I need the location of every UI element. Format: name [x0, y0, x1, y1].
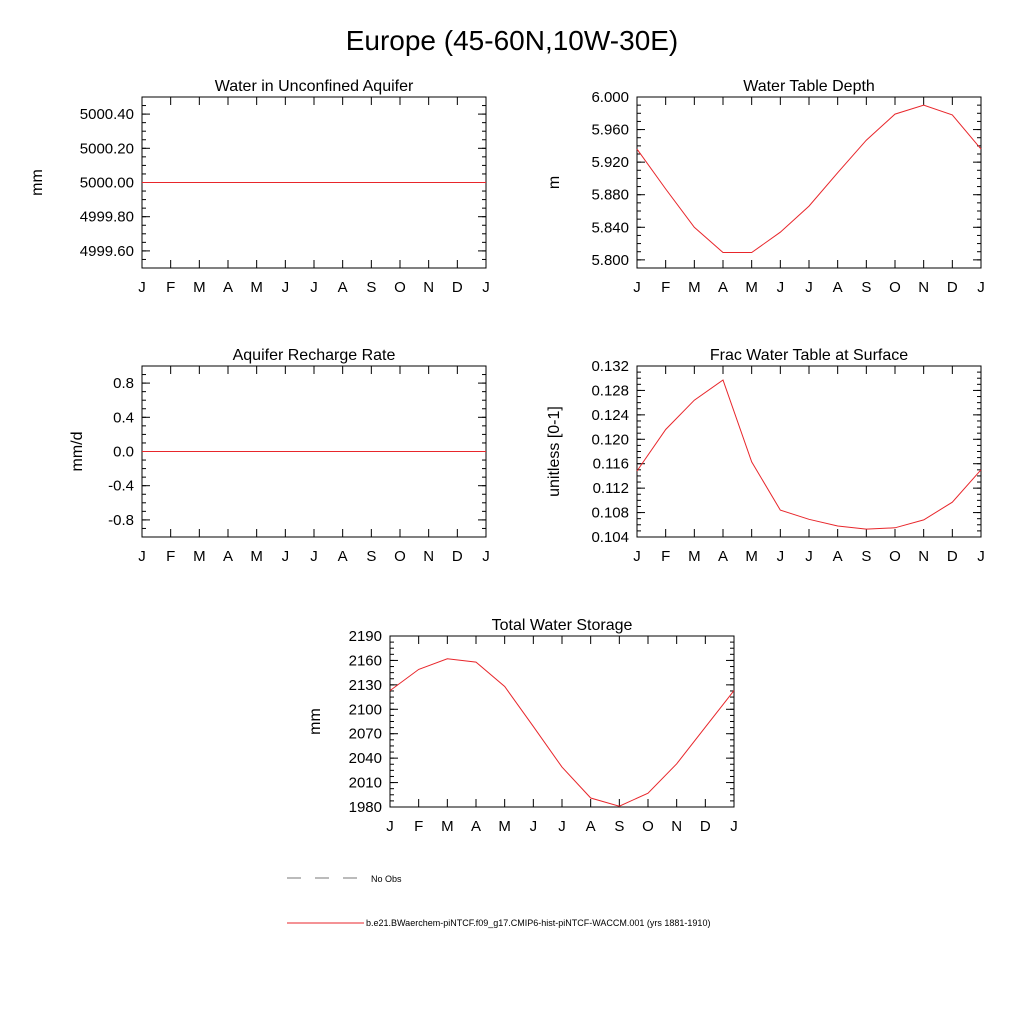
x-tick-label: O: [394, 548, 406, 565]
x-tick-label: M: [688, 548, 701, 565]
y-tick-label: 0.124: [591, 406, 629, 424]
y-tick-label: 0.8: [113, 375, 134, 393]
x-tick-label: M: [250, 548, 263, 565]
x-tick-label: F: [166, 548, 176, 565]
x-tick-label: A: [585, 818, 596, 835]
y-axis-label: unitless [0-1]: [546, 406, 563, 497]
y-axis-label: mm/d: [69, 431, 86, 472]
y-tick-label: 0.4: [113, 409, 134, 427]
panel-title: Aquifer Recharge Rate: [232, 347, 396, 364]
y-tick-label: 0.0: [113, 443, 134, 461]
x-tick-label: S: [614, 818, 625, 835]
x-tick-label: F: [414, 818, 424, 835]
x-tick-label: A: [337, 279, 348, 296]
y-tick-label: 2010: [348, 774, 382, 792]
x-tick-label: F: [661, 279, 671, 296]
x-tick-label: J: [633, 279, 641, 296]
x-tick-label: D: [699, 818, 711, 835]
x-tick-label: J: [310, 548, 318, 565]
x-tick-label: N: [423, 279, 435, 296]
plot-frame: [390, 636, 734, 807]
y-tick-label: 5.960: [591, 121, 629, 139]
x-tick-label: F: [166, 279, 176, 296]
panel-3: [69, 347, 490, 565]
x-tick-label: M: [193, 548, 206, 565]
y-tick-label: 0.104: [591, 529, 629, 546]
series-line: [637, 380, 981, 529]
x-tick-label: J: [633, 548, 641, 565]
panel-5: [307, 617, 738, 835]
x-tick-label: O: [889, 279, 901, 296]
x-tick-label: A: [222, 548, 234, 565]
y-tick-label: 4999.80: [79, 208, 134, 226]
x-tick-label: J: [281, 279, 290, 296]
y-axis-label: m: [546, 175, 563, 190]
x-tick-label: J: [138, 548, 146, 565]
x-tick-label: F: [661, 548, 671, 565]
y-tick-label: 5.840: [591, 219, 629, 237]
x-tick-label: J: [776, 548, 785, 565]
x-tick-label: M: [745, 548, 758, 565]
x-tick-label: M: [688, 279, 701, 296]
y-tick-label: 4999.60: [79, 242, 134, 260]
series-line: [390, 659, 734, 806]
y-tick-label: 0.120: [591, 431, 629, 449]
y-tick-label: 0.116: [592, 455, 629, 473]
panel-title: Total Water Storage: [491, 617, 633, 634]
x-tick-label: J: [281, 548, 290, 565]
panel-title: Water in Unconfined Aquifer: [214, 78, 414, 95]
x-tick-label: J: [805, 279, 813, 296]
x-tick-label: J: [977, 548, 985, 565]
y-axis-label: mm: [307, 708, 324, 735]
y-tick-label: 5.880: [591, 186, 629, 204]
y-tick-label: 2070: [348, 725, 382, 743]
panels: [29, 78, 985, 835]
x-tick-label: S: [861, 279, 872, 296]
x-tick-label: S: [366, 548, 377, 565]
x-tick-label: N: [423, 548, 435, 565]
x-tick-label: M: [193, 279, 206, 296]
x-tick-label: N: [918, 548, 930, 565]
x-tick-label: O: [394, 279, 406, 296]
y-tick-label: 0.132: [591, 358, 629, 375]
y-tick-label: 5000.00: [79, 174, 134, 192]
x-tick-label: J: [805, 548, 813, 565]
y-tick-label: -0.4: [108, 477, 134, 495]
y-tick-label: 0.108: [591, 504, 629, 522]
x-tick-label: J: [977, 279, 985, 296]
panel-4: [546, 347, 985, 565]
y-tick-label: 2160: [348, 652, 382, 670]
x-tick-label: J: [529, 818, 538, 835]
x-tick-label: A: [222, 279, 234, 296]
x-tick-label: A: [832, 279, 843, 296]
x-tick-label: O: [889, 548, 901, 565]
y-tick-label: 5.800: [591, 251, 629, 269]
y-tick-label: 1980: [348, 799, 382, 816]
y-tick-label: 2040: [348, 750, 382, 768]
y-tick-label: 0.112: [592, 480, 629, 498]
x-tick-label: M: [250, 279, 263, 296]
x-tick-label: O: [642, 818, 654, 835]
plot-frame: [637, 366, 981, 537]
x-tick-label: J: [776, 279, 785, 296]
x-tick-label: A: [717, 279, 729, 296]
x-tick-label: A: [470, 818, 482, 835]
x-tick-label: D: [946, 548, 958, 565]
y-tick-label: 5.920: [591, 154, 629, 172]
panel-title: Water Table Depth: [743, 78, 875, 95]
x-tick-label: J: [138, 279, 146, 296]
x-tick-label: N: [918, 279, 930, 296]
x-tick-label: J: [386, 818, 394, 835]
y-axis-label: mm: [29, 169, 46, 196]
y-tick-label: 5000.40: [79, 106, 134, 124]
y-tick-label: 2130: [348, 676, 382, 694]
series-line: [637, 105, 981, 252]
plot-frame: [637, 97, 981, 268]
y-tick-label: 2100: [348, 701, 382, 719]
x-tick-label: D: [451, 548, 463, 565]
y-tick-label: -0.8: [108, 511, 134, 529]
x-tick-label: D: [946, 279, 958, 296]
legend: [287, 874, 710, 928]
x-tick-label: S: [366, 279, 377, 296]
x-tick-label: J: [730, 818, 738, 835]
panel-1: [29, 78, 490, 296]
x-tick-label: A: [717, 548, 729, 565]
x-tick-label: J: [558, 818, 566, 835]
x-tick-label: J: [482, 548, 490, 565]
y-tick-label: 5000.20: [79, 140, 134, 158]
y-tick-label: 0.128: [591, 382, 629, 400]
x-tick-label: N: [671, 818, 683, 835]
x-tick-label: A: [832, 548, 843, 565]
panel-title: Frac Water Table at Surface: [709, 347, 909, 364]
x-tick-label: M: [498, 818, 511, 835]
x-tick-label: A: [337, 548, 348, 565]
x-tick-label: S: [861, 548, 872, 565]
legend-obs-label: No Obs: [371, 874, 402, 884]
x-tick-label: M: [441, 818, 454, 835]
y-tick-label: 2190: [348, 628, 382, 645]
legend-model-label: b.e21.BWaerchem-piNTCF.f09_g17.CMIP6-hist-piNTCF-WACCM.001 (yrs 1881-1910): [366, 918, 711, 928]
x-tick-label: J: [310, 279, 318, 296]
x-tick-label: D: [451, 279, 463, 296]
x-tick-label: M: [745, 279, 758, 296]
panel-2: [546, 78, 985, 296]
figure-title: Europe (45-60N,10W-30E): [345, 25, 679, 56]
y-tick-label: 6.000: [591, 89, 629, 106]
x-tick-label: J: [482, 279, 490, 296]
